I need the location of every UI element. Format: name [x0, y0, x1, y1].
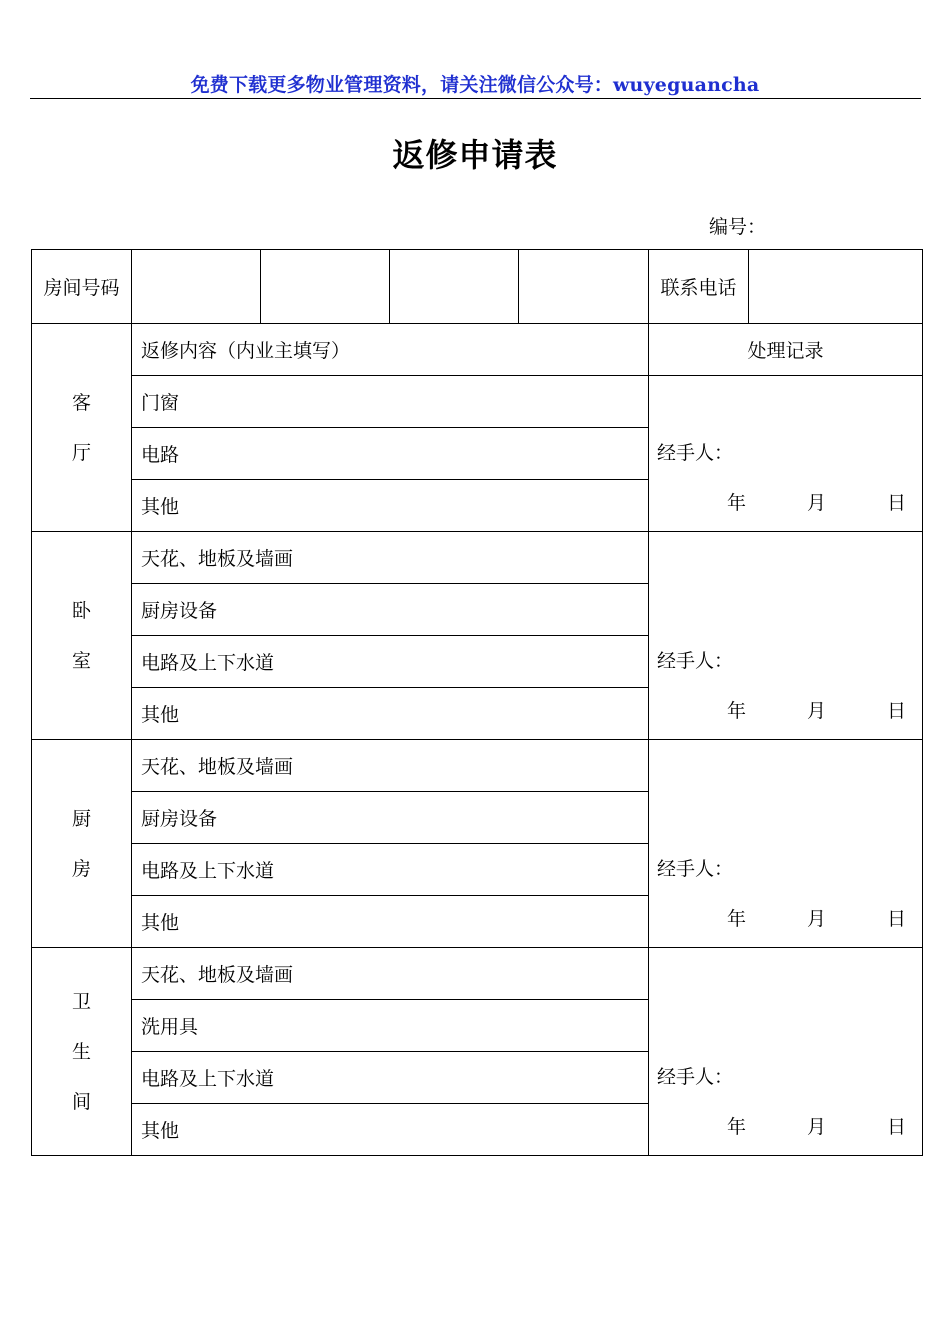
repair-item[interactable]: 电路及上下水道: [132, 844, 649, 896]
repair-item[interactable]: 门窗: [132, 376, 649, 428]
section-name-char: 厅: [71, 441, 91, 464]
section-living-room: [32, 324, 132, 532]
repair-item[interactable]: 电路及上下水道: [132, 1052, 649, 1104]
section-name-char: 客: [71, 391, 91, 414]
section-bedroom: [32, 532, 132, 740]
handler-label: 经手人：: [657, 858, 734, 880]
repair-item[interactable]: 其他: [132, 896, 649, 948]
repair-content-header: 返修内容（内业主填写）: [132, 324, 649, 376]
page-title: 返修申请表: [392, 136, 558, 174]
table-row: [32, 740, 923, 792]
handler-label: 经手人：: [657, 1066, 734, 1088]
handler-label: 经手人：: [657, 442, 734, 464]
section-bathroom: [32, 948, 132, 1156]
column-header-row: [32, 324, 923, 376]
phone-field[interactable]: [749, 250, 923, 324]
repair-item[interactable]: 洗用具: [132, 1000, 649, 1052]
handler-label: 经手人：: [657, 650, 734, 672]
section-name-char: 卧: [71, 599, 91, 622]
day-label: 日: [887, 1116, 907, 1138]
table-row: [32, 376, 923, 428]
year-label: 年: [727, 700, 747, 722]
year-label: 年: [727, 908, 747, 930]
record-header: 处理记录: [649, 324, 923, 376]
repair-item[interactable]: 其他: [132, 1104, 649, 1156]
day-label: 日: [887, 700, 907, 722]
repair-item[interactable]: 厨房设备: [132, 584, 649, 636]
table-row: [32, 532, 923, 584]
month-label: 月: [807, 908, 827, 930]
header-divider: [30, 98, 921, 99]
day-label: 日: [887, 492, 907, 514]
handling-record-cell[interactable]: [649, 740, 923, 948]
repair-request-form: [31, 249, 923, 1156]
day-label: 日: [887, 908, 907, 930]
serial-number-label: 编号：: [709, 216, 767, 238]
room-number-cell-2[interactable]: [261, 250, 390, 324]
month-label: 月: [807, 1116, 827, 1138]
section-name-char: 室: [71, 649, 91, 672]
table-row: [32, 948, 923, 1000]
room-info-row: [32, 250, 923, 324]
section-name-char: 房: [71, 857, 91, 880]
section-name-char: 厨: [71, 807, 91, 830]
room-number-label: 房间号码: [32, 250, 132, 324]
room-number-cell-4[interactable]: [519, 250, 649, 324]
section-name-char: 间: [71, 1090, 91, 1113]
handling-record-cell[interactable]: [649, 948, 923, 1156]
section-name-char: 卫: [71, 990, 91, 1013]
repair-item[interactable]: 厨房设备: [132, 792, 649, 844]
year-label: 年: [727, 1116, 747, 1138]
section-kitchen: [32, 740, 132, 948]
month-label: 月: [807, 700, 827, 722]
repair-item[interactable]: 天花、地板及墙画: [132, 740, 649, 792]
phone-label: 联系电话: [649, 250, 749, 324]
year-label: 年: [727, 492, 747, 514]
handling-record-cell[interactable]: [649, 532, 923, 740]
month-label: 月: [807, 492, 827, 514]
repair-item[interactable]: 电路: [132, 428, 649, 480]
room-number-cell-1[interactable]: [132, 250, 261, 324]
repair-item[interactable]: 其他: [132, 480, 649, 532]
repair-item[interactable]: 天花、地板及墙画: [132, 948, 649, 1000]
repair-item[interactable]: 其他: [132, 688, 649, 740]
header-banner: 免费下载更多物业管理资料，请关注微信公众号：wuyeguancha: [190, 74, 760, 96]
section-name-char: 生: [71, 1040, 91, 1063]
repair-item[interactable]: 天花、地板及墙画: [132, 532, 649, 584]
repair-item[interactable]: 电路及上下水道: [132, 636, 649, 688]
handling-record-cell[interactable]: [649, 376, 923, 532]
room-number-cell-3[interactable]: [390, 250, 519, 324]
